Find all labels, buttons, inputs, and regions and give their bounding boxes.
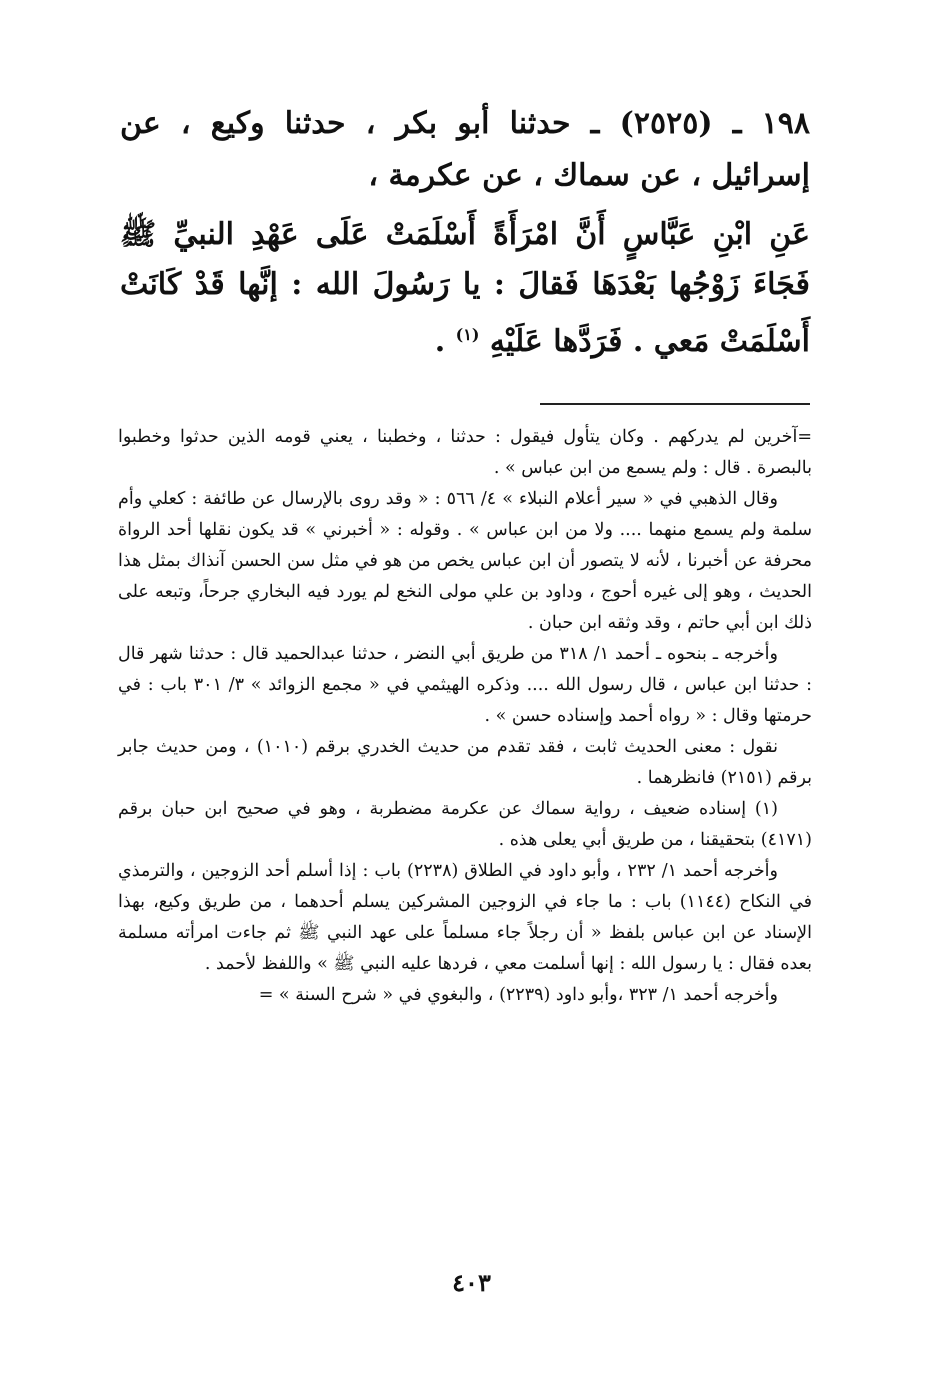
main-text — [120, 98, 810, 367]
footnote-paragraph: نقول : معنى الحديث ثابت ، فقد تقدم من حديث الخدري برقم (١٠١٠) ، ومن حديث جابر برقم (٢١٥١) فانظرهما . — [118, 737, 812, 788]
hadith-matn — [120, 210, 810, 367]
footnote-paragraph: وأخرجه أحمد ١/ ٢٣٢ ، وأبو داود في الطلاق (٢٢٣٨) باب : إذا أسلم أحد الزوجين ، والترمذي في النكاح (١١٤٤) باب : ما جاء في الزوجين المشركين يسلم أحدهما ، من طريق وكيع، بهذا الإسناد عن ابن عباس بلفظ « أن رجلاً جاء مسلماً على عهد النبي ﷺ ثم جاءت امرأته مسلمة بعده فقال : يا رسول الله : إنها أسلمت معي ، فردها عليه النبي ﷺ » واللفظ لأحمد . — [118, 861, 812, 974]
footnote-paragraph: وقال الذهبي في « سير أعلام النبلاء » ٤/ ٥٦٦ : « وقد روى بالإرسال عن طائفة : كعلي وأم سلمة ولم يسمع منهما .... ولا من ابن عباس » . وقوله : « أخبرني » قد يكون نقلها أحد الرواة محرفة عن أخبرنا ، لأنه لا يتصور أن ابن عباس يخص من هو في مثل سن الحسن آنذاك بمثل هذا الحديث ، وهو إلى غيره أحوج ، وداود بن علي مولى النخع لم يورد فيه البخاري جرحاً، وتبعه على ذلك ابن أبي حاتم ، وقد وثقه ابن حبان . — [118, 489, 812, 633]
hadith-end-mark: . — [434, 324, 456, 359]
footnote-paragraph: =آخرين لم يدركهم . وكان يتأول فيقول : حدثنا ، وخطبنا ، يعني قومه الذين حدثوا وخطبوا بالبصرة . قال : ولم يسمع من ابن عباس » . — [118, 427, 812, 478]
footnotes — [118, 422, 812, 1011]
hadith-matn-text: عَنِ ابْنِ عَبَّاسٍ أَنَّ امْرَأَةً أَسْلَمَتْ عَلَى عَهْدِ النبيِّ ﷺ فَجَاءَ زَوْجُها بَعْدَهَا فَقالَ : يا رَسُولَ الله : إنَّها قَدْ كَانَتْ أَسْلَمَتْ مَعي . فَرَدَّها عَلَيْهِ — [120, 217, 810, 359]
footnote-ref-mark[interactable]: (١) — [455, 325, 480, 344]
footnote-separator — [540, 403, 810, 405]
footnote-paragraph: وأخرجه أحمد ١/ ٣٢٣ ،وأبو داود (٢٢٣٩) ، والبغوي في « شرح السنة » = — [258, 985, 778, 1005]
page-number: ٤٠٣ — [452, 1268, 491, 1297]
footnote-paragraph: وأخرجه ـ بنحوه ـ أحمد ١/ ٣١٨ من طريق أبي النضر ، حدثنا عبدالحميد قال : حدثنا شهر قال : حدثنا ابن عباس ، قال رسول الله .... وذكره الهيثمي في « مجمع الزوائد » ٣/ ٣٠١ باب : في حرمتها وقال : « رواه أحمد وإسناده حسن » . — [118, 644, 812, 726]
hadith-isnad: ١٩٨ ـ (٢٥٢٥) ـ حدثنا أبو بكر ، حدثنا وكيع ، عن إسرائيل ، عن سماك ، عن عكرمة ، — [120, 106, 811, 193]
footnote-1: (١) إسناده ضعيف ، رواية سماك عن عكرمة مضطربة ، وهو في صحيح ابن حبان برقم (٤١٧١) بتحقيقنا ، من طريق أبي يعلى هذه . — [118, 799, 812, 850]
